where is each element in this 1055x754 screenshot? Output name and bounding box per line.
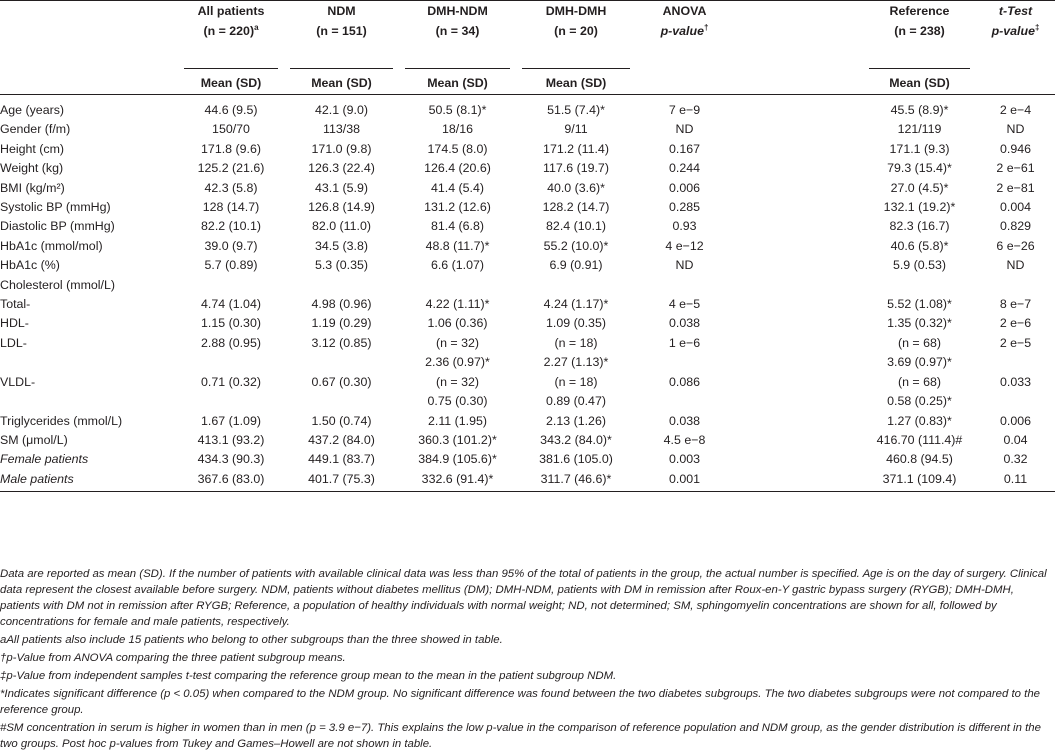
- footnote: †p-Value from ANOVA comparing the three patient subgroup means.: [0, 652, 346, 664]
- cell-anova: 4 e−5: [668, 297, 701, 312]
- cell-dmhdmh: 4.24 (1.17)*: [543, 297, 609, 312]
- header-all-patients: All patients (n = 220)$^a$: [178, 1, 284, 64]
- cell-ndm: 0.67 (0.30): [311, 374, 372, 389]
- cell-ref: 121/119: [897, 122, 942, 137]
- spacer-cell: [733, 431, 863, 450]
- cell-ref: (n = 68): [897, 374, 942, 389]
- cell-ref: (n = 68): [897, 335, 942, 350]
- spacer-cell: [733, 95, 863, 120]
- cell-dmhndm: 48.8 (11.7)*: [425, 238, 490, 253]
- cell-dmhdmh: (n = 18): [554, 374, 598, 389]
- row-label: HbA1c (%): [0, 258, 60, 273]
- cell-dmhndm: 1.06 (0.36): [427, 316, 488, 331]
- table-row: [0, 450, 1055, 469]
- spacer-cell: [733, 159, 863, 178]
- cell-dmhdmh: 9/11: [564, 122, 588, 137]
- mean-sd-header: Mean (SD): [869, 68, 970, 90]
- cell-all: 434.3 (90.3): [197, 452, 265, 467]
- cell-dmhdmh: 0.89 (0.47): [546, 394, 606, 409]
- cell-ttest: [976, 276, 1055, 295]
- cell-ttest: [976, 353, 1055, 372]
- cell-anova: ND: [675, 258, 694, 273]
- cell-anova: 0.038: [668, 316, 700, 331]
- cell-ndm: [284, 276, 399, 295]
- cell-ndm: 3.12 (0.85): [311, 335, 372, 350]
- cell-anova: 0.006: [668, 180, 700, 195]
- cell-all: 0.71 (0.32): [201, 374, 261, 389]
- cell-ttest: 0.32: [1003, 452, 1028, 467]
- cell-ttest: 2 e−61: [996, 161, 1035, 176]
- cell-dmhndm: 2.11 (1.95): [427, 413, 487, 428]
- row-label: SM (μmol/L): [0, 432, 68, 447]
- cell-all: 5.7 (0.89): [204, 258, 258, 273]
- table-row: [0, 276, 1055, 295]
- row-label: Female patients: [0, 452, 89, 467]
- cell-dmhndm: 41.4 (5.4): [430, 180, 485, 195]
- row-label: HDL-: [0, 316, 29, 331]
- cell-ttest: 6 e−26: [996, 238, 1035, 253]
- cell-anova: 0.003: [668, 452, 700, 467]
- cell-ndm: 4.98 (0.96): [311, 297, 372, 312]
- cell-ndm: 43.1 (5.9): [314, 180, 369, 195]
- row-label: [0, 392, 178, 411]
- cell-dmhndm: 126.4 (20.6): [424, 161, 491, 176]
- cell-anova: 0.93: [672, 219, 697, 234]
- spacer-cell: [733, 450, 863, 469]
- mean-sd-header: Mean (SD): [522, 68, 630, 90]
- cell-dmhdmh: 171.2 (11.4): [543, 141, 609, 156]
- cell-dmhndm: 4.22 (1.11)*: [425, 297, 490, 312]
- cell-all: 1.67 (1.09): [201, 413, 261, 428]
- footnote: aAll patients also include 15 patients who belong to other subgroups than the three showed in table.: [0, 634, 503, 646]
- cell-dmhdmh: 311.7 (46.6)*: [516, 470, 636, 492]
- cell-anova: 0.038: [668, 413, 700, 428]
- cell-ref: 27.0 (4.5)*: [890, 180, 949, 195]
- spacer-cell: [733, 470, 863, 492]
- cell-ref: 460.8 (94.5): [886, 452, 953, 467]
- row-label: Age (years): [0, 103, 65, 117]
- table-row: [0, 295, 1055, 314]
- cell-all: 2.88 (0.95): [201, 335, 261, 350]
- spacer-cell: [733, 120, 863, 139]
- cell-ref: 371.1 (109.4): [863, 470, 976, 492]
- cell-anova: 0.167: [668, 141, 700, 156]
- cell-ref: 79.3 (15.4)*: [887, 161, 952, 176]
- table-row: [0, 334, 1055, 353]
- row-label: Triglycerides (mmol/L): [0, 413, 123, 428]
- cell-ndm: 113/38: [323, 122, 360, 137]
- row-label: Total-: [0, 297, 31, 312]
- cell-all: 128 (14.7): [202, 200, 260, 215]
- row-label: Cholesterol (mmol/L): [0, 277, 115, 292]
- cell-ndm: 34.5 (3.8): [314, 238, 369, 253]
- cell-dmhdmh: 1.09 (0.35): [546, 316, 606, 331]
- footnote: #SM concentration in serum is higher in women than in men (p = 3.9 e−7). This explains the low p-value in the comparison of reference population and NDM group, as the gender distribution is different in the two groups. Post hoc p-values from Tukey and Games–Howell are not shown in table.: [0, 722, 1041, 750]
- cell-ndm: 5.3 (0.35): [314, 258, 369, 273]
- cell-anova: [636, 276, 733, 295]
- cell-dmhndm: (n = 32): [435, 335, 480, 350]
- cell-anova: 0.086: [668, 374, 700, 389]
- cell-dmhdmh: 40.0 (3.6)*: [547, 180, 605, 195]
- cell-ndm: 82.0 (11.0): [311, 219, 371, 234]
- table-row: [0, 392, 1055, 411]
- cell-dmhndm: 0.75 (0.30): [427, 394, 488, 409]
- mean-sd-header: Mean (SD): [184, 68, 278, 90]
- header-label-column: [0, 1, 178, 64]
- cell-anova: 4 e−12: [665, 238, 704, 253]
- header-spacer: [733, 1, 863, 64]
- cell-dmhdmh: 51.5 (7.4)*: [547, 103, 605, 117]
- cell-dmhndm: 6.6 (1.07): [430, 258, 485, 273]
- cell-dmhndm: 81.4 (6.8): [430, 219, 485, 234]
- row-label: Gender (f/m): [0, 122, 71, 137]
- cell-ref: 0.58 (0.25)*: [887, 394, 952, 409]
- spacer-cell: [733, 392, 863, 411]
- cell-dmhndm: (n = 32): [435, 374, 480, 389]
- cell-ref: 5.52 (1.08)*: [887, 297, 952, 312]
- cell-ttest: 2 e−5: [999, 335, 1032, 350]
- table-row: [0, 120, 1055, 139]
- table-row: [0, 431, 1055, 450]
- cell-all: 367.6 (83.0): [178, 470, 284, 492]
- cell-ttest: 2 e−4: [999, 103, 1032, 117]
- cell-ttest: ND: [1006, 258, 1025, 273]
- cell-dmhdmh: 55.2 (10.0)*: [543, 238, 609, 253]
- cell-ttest: 0.006: [999, 413, 1031, 428]
- table-row: [0, 217, 1055, 236]
- table-row: [0, 140, 1055, 159]
- cell-ndm: 42.1 (9.0): [314, 103, 369, 117]
- cell-ndm: [284, 353, 399, 372]
- cell-dmhdmh: 6.9 (0.91): [549, 258, 603, 273]
- cell-dmhndm: 2.36 (0.97)*: [425, 355, 490, 370]
- table-row: [0, 159, 1055, 178]
- table-row: [0, 95, 1055, 120]
- cell-anova: ND: [675, 122, 694, 137]
- cell-ref: 3.69 (0.97)*: [887, 355, 952, 370]
- table-row: [0, 179, 1055, 198]
- spacer-cell: [733, 179, 863, 198]
- cell-ttest: 0.033: [999, 374, 1031, 389]
- cell-all: [178, 276, 284, 295]
- cell-ttest: 2 e−81: [996, 180, 1035, 195]
- cell-ttest: 0.829: [999, 219, 1031, 234]
- cell-ttest: 2 e−6: [999, 316, 1032, 331]
- cell-all: 125.2 (21.6): [197, 161, 265, 176]
- cell-all: 82.2 (10.1): [201, 219, 261, 234]
- cell-dmhdmh: 381.6 (105.0): [539, 452, 613, 467]
- cell-all: 39.0 (9.7): [204, 238, 258, 253]
- cell-dmhndm: 332.6 (91.4)*: [399, 470, 516, 492]
- footnote: ‡p-Value from independent samples t-test comparing the reference group mean to the mean in the patient subgroup NDM.: [0, 670, 617, 682]
- table-row: [0, 198, 1055, 217]
- cell-ttest: ND: [1006, 122, 1025, 137]
- mean-sd-header: Mean (SD): [405, 68, 510, 90]
- header-ttest: t-Test p-value‡: [976, 1, 1055, 64]
- cell-ttest: [976, 392, 1055, 411]
- cell-ndm: 401.7 (75.3): [284, 470, 399, 492]
- cell-all: 44.6 (9.5): [204, 103, 258, 117]
- header-dmh-dmh: DMH-DMH (n = 20): [516, 1, 636, 64]
- cell-anova: [636, 392, 733, 411]
- cell-anova: [636, 353, 733, 372]
- spacer-cell: [733, 412, 863, 431]
- spacer-cell: [733, 334, 863, 353]
- table-row: [0, 237, 1055, 256]
- cell-dmhdmh: [516, 276, 636, 295]
- spacer-cell: [733, 314, 863, 333]
- cell-ref: 40.6 (5.8)*: [890, 238, 949, 253]
- cell-ndm: 1.50 (0.74): [311, 413, 372, 428]
- table-row: [0, 470, 1055, 492]
- spacer-cell: [733, 373, 863, 392]
- cell-dmhndm: 18/16: [441, 122, 473, 137]
- spacer-cell: [733, 217, 863, 236]
- cell-dmhndm: 131.2 (12.6): [424, 200, 491, 215]
- cell-dmhdmh: 82.4 (10.1): [546, 219, 606, 234]
- cell-anova: 0.285: [668, 200, 700, 215]
- cell-ref: 132.1 (19.2)*: [883, 200, 956, 215]
- header-anova: ANOVA p-value†: [636, 1, 733, 64]
- cell-ref: 171.1 (9.3): [889, 141, 950, 156]
- cell-all: 413.1 (93.2): [197, 432, 265, 447]
- spacer-cell: [733, 140, 863, 159]
- cell-ref: 45.5 (8.9)*: [890, 103, 949, 117]
- cell-dmhndm: 174.5 (8.0): [427, 141, 488, 156]
- row-label: Height (cm): [0, 141, 65, 156]
- cell-dmhndm: [399, 276, 516, 295]
- cell-dmhndm: 360.3 (101.2)*: [418, 432, 497, 447]
- spacer-cell: [733, 198, 863, 217]
- cell-ref: [863, 276, 976, 295]
- mean-sd-header: Mean (SD): [290, 68, 393, 90]
- cell-all: 150/70: [212, 122, 250, 137]
- cell-dmhdmh: 2.13 (1.26): [546, 413, 606, 428]
- cell-all: 4.74 (1.04): [201, 297, 261, 312]
- cell-ndm: 437.2 (84.0): [308, 432, 375, 447]
- table-body: [0, 95, 1055, 492]
- cell-ndm: 449.1 (83.7): [308, 452, 375, 467]
- cell-dmhdmh: 117.6 (19.7): [543, 161, 609, 176]
- cell-anova: 0.244: [668, 161, 700, 176]
- cell-ndm: 126.8 (14.9): [308, 200, 375, 215]
- cell-anova: 4.5 e−8: [663, 432, 706, 447]
- footnote: Data are reported as mean (SD). If the number of patients with available clinical data was less than 95% of the total of patients in the group, the actual number is specified. Age is on the day of surgery. Clinical data represent the closest available before surgery. NDM, patients without diabetes mellitus (DM); DMH-NDM, patients with DM in remission after Roux-en-Y gastric bypass surgery (RYGB); DMH-DMH, patients with DM not in remission after RYGB; Reference, a population of healthy individuals with normal weight; ND, not determined; SM, sphingomyelin concentrations are shown for all, followed by concentrations for female and male patients, respectively.: [0, 568, 1047, 628]
- spacer-cell: [733, 237, 863, 256]
- spacer-cell: [733, 276, 863, 295]
- cell-dmhdmh: 343.2 (84.0)*: [540, 432, 612, 447]
- cell-ref: 1.35 (0.32)*: [887, 316, 952, 331]
- cell-ref: 82.3 (16.7): [889, 219, 950, 234]
- footnote: *Indicates significant difference (p < 0.05) when compared to the NDM group. No significant difference was found between the two diabetes subgroups. The two diabetes subgroups were not compared to the reference group.: [0, 688, 1041, 716]
- cell-ttest: 0.946: [999, 141, 1031, 156]
- cell-dmhdmh: 128.2 (14.7): [542, 200, 610, 215]
- row-label: LDL-: [0, 335, 27, 350]
- header-dmh-ndm: DMH-NDM (n = 34): [399, 1, 516, 64]
- cell-ndm: 171.0 (9.8): [311, 141, 372, 156]
- table-row: [0, 373, 1055, 392]
- row-label: Male patients: [0, 470, 178, 492]
- cell-all: 1.15 (0.30): [201, 316, 261, 331]
- cell-ndm: 126.3 (22.4): [308, 161, 375, 176]
- cell-ref: 416.70 (111.4)#: [876, 432, 963, 447]
- cell-all: 42.3 (5.8): [204, 180, 258, 195]
- table-footnotes: [0, 566, 1050, 754]
- row-label: [0, 353, 178, 372]
- cell-all: 171.8 (9.6): [201, 141, 261, 156]
- spacer-cell: [733, 295, 863, 314]
- spacer-cell: [733, 256, 863, 275]
- cell-all: [178, 353, 284, 372]
- row-label: VLDL-: [0, 374, 36, 389]
- table-row: [0, 353, 1055, 372]
- row-label: Systolic BP (mmHg): [0, 200, 111, 215]
- cell-dmhdmh: (n = 18): [554, 335, 598, 350]
- cell-all: [178, 392, 284, 411]
- spacer-cell: [733, 353, 863, 372]
- header-ndm: NDM (n = 151): [284, 1, 399, 64]
- cell-anova: 7 e−9: [668, 103, 701, 117]
- row-label: Weight (kg): [0, 161, 64, 176]
- cell-ref: 1.27 (0.83)*: [887, 413, 952, 428]
- table-row: [0, 412, 1055, 431]
- cell-ref: 5.9 (0.53): [892, 258, 947, 273]
- cell-dmhndm: 384.9 (105.6)*: [418, 452, 497, 467]
- table-row: [0, 256, 1055, 275]
- cell-anova: 0.001: [636, 470, 733, 492]
- cell-ttest: 0.004: [999, 200, 1031, 215]
- row-label: Diastolic BP (mmHg): [0, 219, 115, 234]
- cell-ndm: 1.19 (0.29): [311, 316, 372, 331]
- cell-ttest: 0.04: [1003, 432, 1028, 447]
- cell-dmhdmh: 2.27 (1.13)*: [543, 355, 609, 370]
- cell-ttest: 8 e−7: [999, 297, 1032, 312]
- cell-ndm: [284, 392, 399, 411]
- header-reference: Reference (n = 238): [863, 1, 976, 64]
- row-label: BMI (kg/m²): [0, 180, 65, 195]
- cell-anova: 1 e−6: [668, 335, 701, 350]
- table-row: [0, 314, 1055, 333]
- cell-ttest: 0.11: [976, 470, 1055, 492]
- row-label: HbA1c (mmol/mol): [0, 238, 103, 253]
- cell-dmhndm: 50.5 (8.1)*: [428, 103, 487, 117]
